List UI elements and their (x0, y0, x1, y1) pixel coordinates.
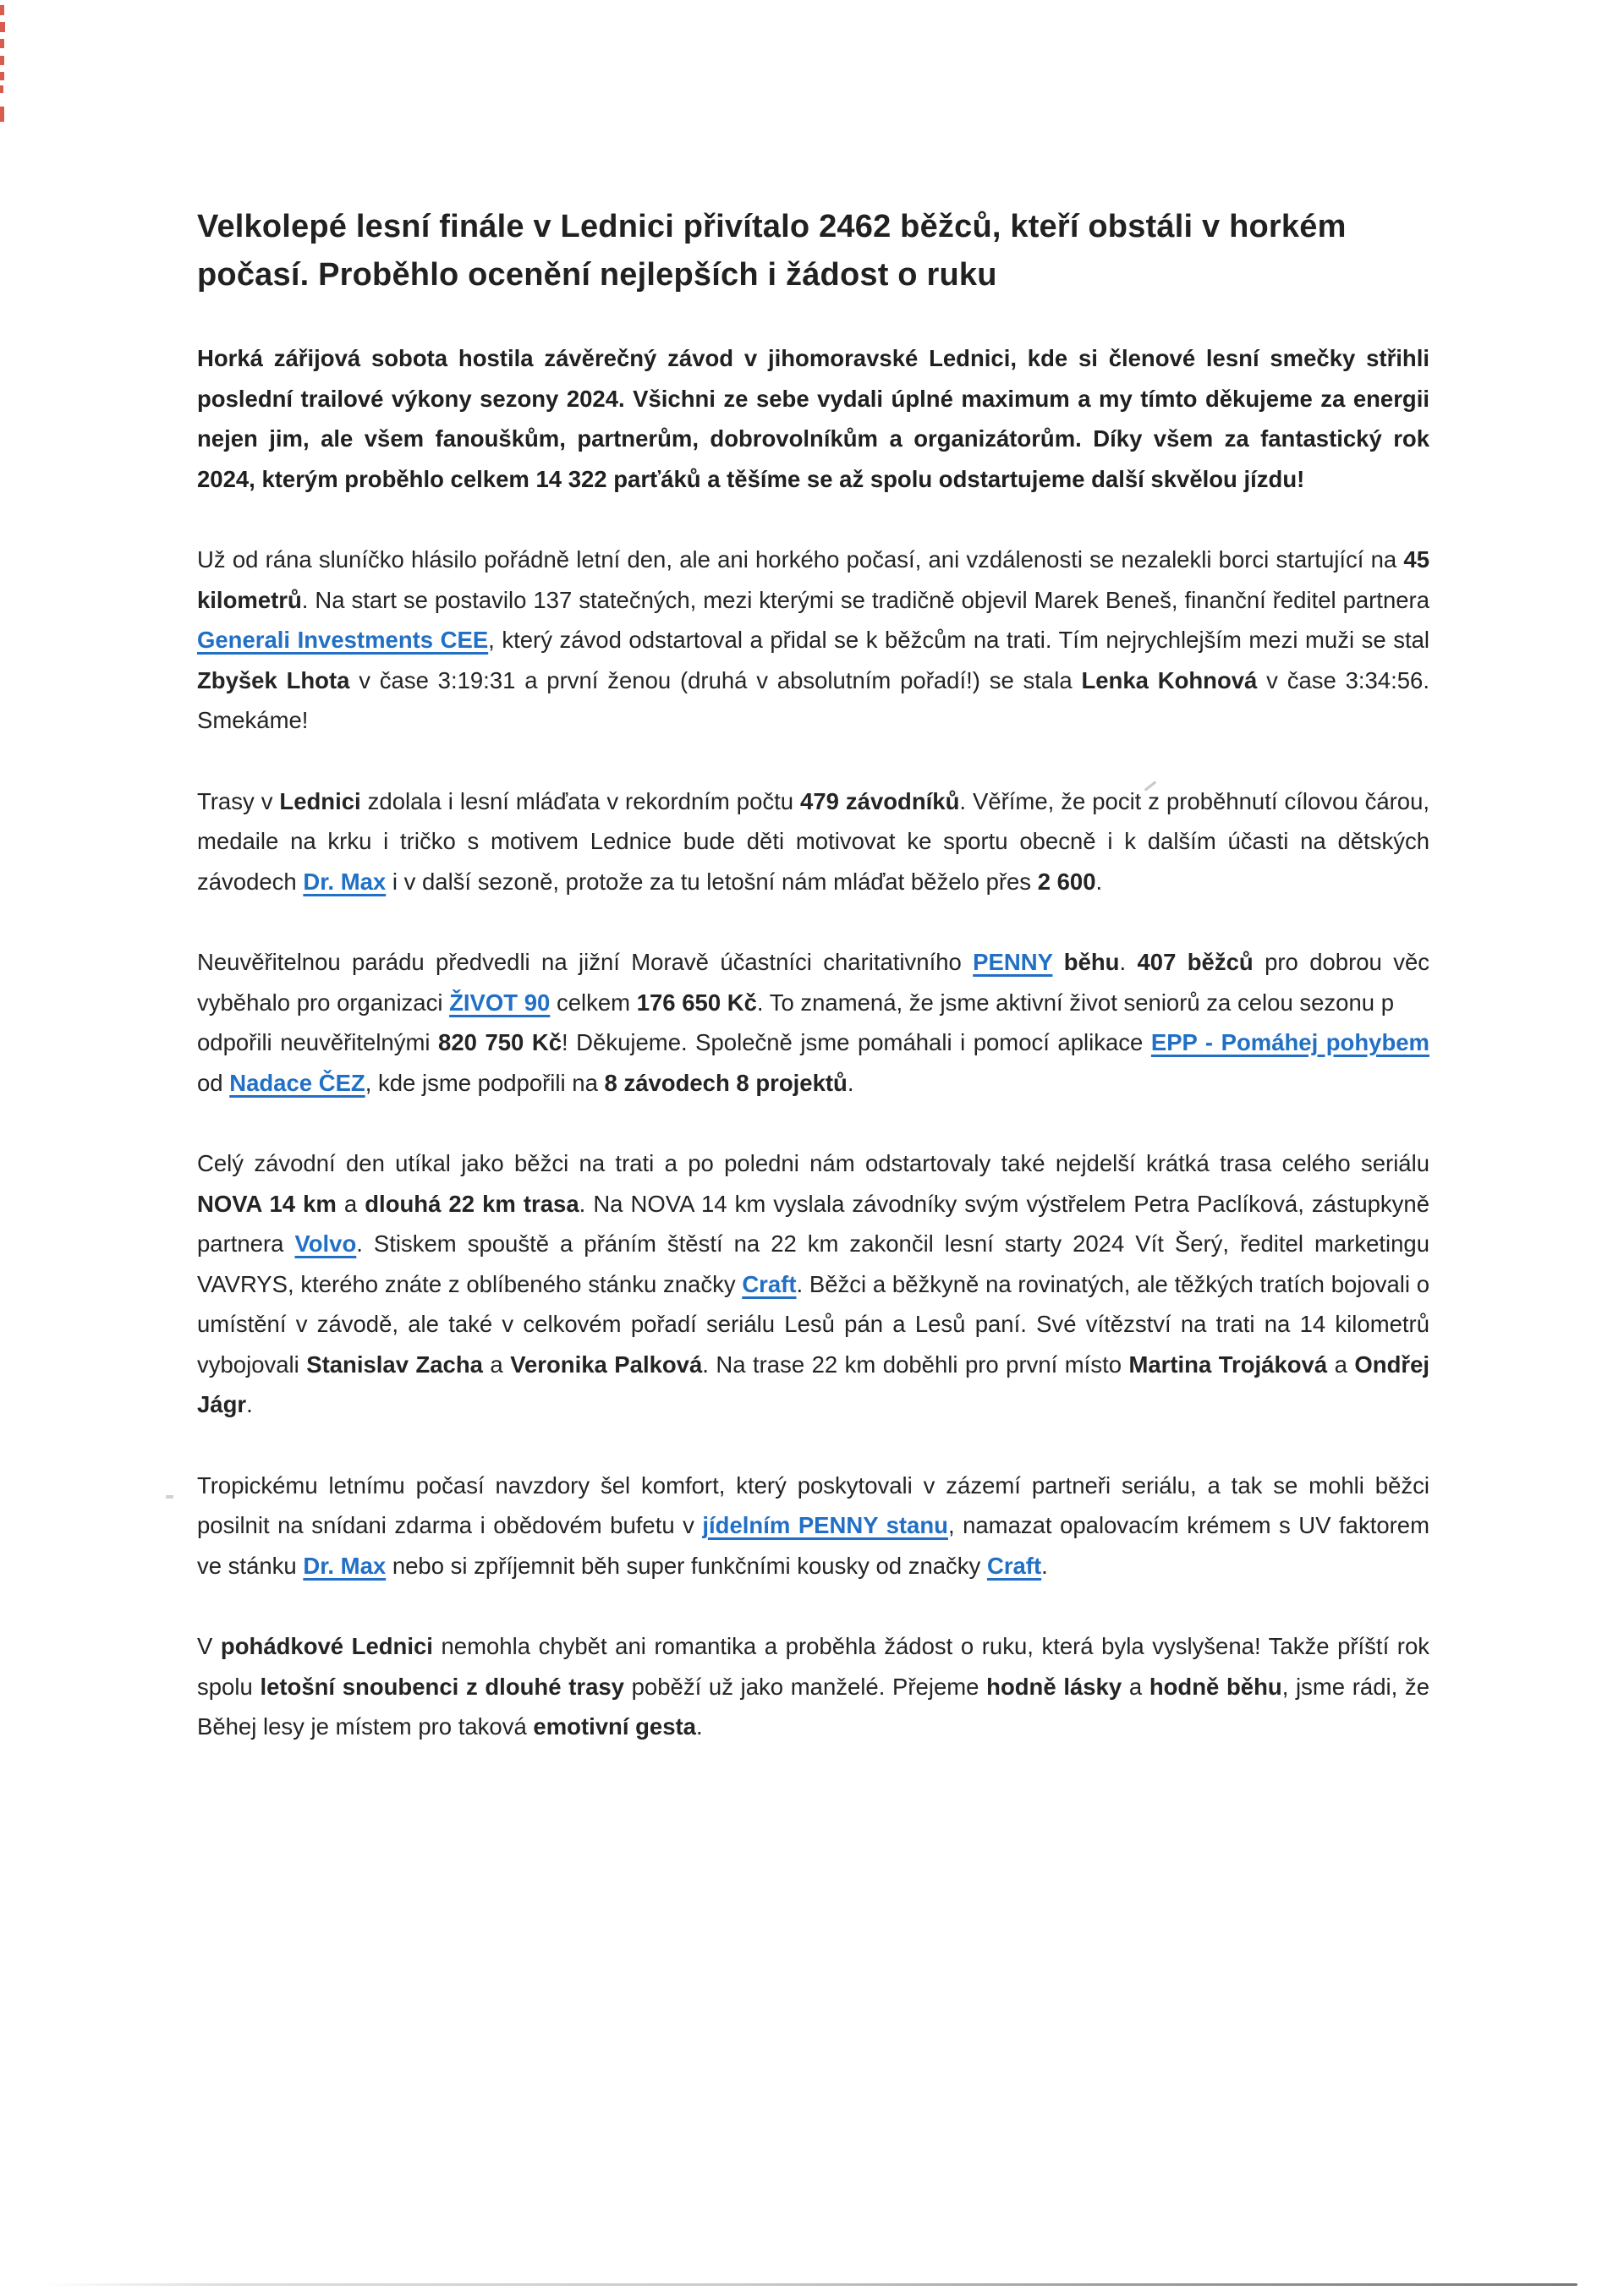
body-text: nemohla chybět ani romantika a proběhla žádost o ruku, která byla vyslyšena! Takže příští rok spolu (197, 1633, 1429, 1700)
body-text: a (1327, 1351, 1355, 1378)
body-text: . (1041, 1552, 1048, 1579)
body-text: celkem (550, 989, 637, 1016)
bold-text: běhu (1052, 949, 1120, 975)
body-text: počasí. Proběhlo ocenění nejlepších i žádost o ruku (197, 257, 997, 293)
bold-text: 407 běžců (1137, 949, 1254, 975)
bold-text: 8 závodech 8 projektů (604, 1069, 848, 1096)
paragraph-season-finale-intro (197, 338, 1429, 499)
body-text: Trasy v (197, 787, 280, 814)
body-text: od (197, 1069, 230, 1096)
body-text: pro dobrou věc vyběhalo pro organizaci (197, 949, 1429, 1016)
body-text: Celý závodní den utíkal jako běžci na trati a po poledni nám odstartovaly také nejdelší krátká trasa celého seriálu (197, 1150, 1429, 1176)
paragraph-partner-comfort (197, 1466, 1429, 1586)
body-text: , který závod odstartoval a přidal se k běžcům na trati. Tím nejrychlejším mezi muži se stal (488, 627, 1429, 653)
bold-text: emotivní gesta (533, 1713, 696, 1740)
dr-max-link-2[interactable]: Dr. Max (303, 1552, 387, 1579)
body-text: v čase 3:34:56. Smekáme! (197, 666, 1429, 733)
body-text: Už od rána sluníčko hlásilo pořádně letní den, ale ani horkého počasí, ani vzdálenosti se nezalekli borci startující na (197, 546, 1404, 573)
bold-text: 820 750 Kč (438, 1029, 562, 1055)
paragraph-marriage-proposal (197, 1626, 1429, 1747)
craft-link[interactable]: Craft (742, 1270, 797, 1297)
document-text-column (197, 0, 1429, 1747)
bold-text: Zbyšek Lhota (197, 666, 350, 693)
bold-text: 45 kilometrů (197, 546, 1429, 613)
body-text: Velkolepé lesní finále v Lednici přivítalo 2462 běžců, kteří obstáli v horkém (197, 209, 1347, 244)
bold-text: Martina Trojáková (1128, 1351, 1328, 1378)
body-text: Horká zářijová sobota hostila závěrečný závod v jihomoravské Lednici, kde si členové lesní smečky střihli poslední trailové výkony sezony 2024. Všichni ze sebe vydali úplné maximum a my tímto děkujeme za energii nejen jim, ale všem fanouškům, partnerům, dobrovolníkům a organizátorům. Díky všem za fantastický rok 2024, kterým proběhlo celkem 14 322 parťáků a těšíme se až spolu odstartujeme další skvělou jízdu! (197, 345, 1429, 492)
bold-text: pohádkové Lednici (220, 1633, 433, 1659)
scan-artifact-red-mark (0, 22, 5, 32)
nadace-cez-link[interactable]: Nadace ČEZ (229, 1069, 365, 1096)
paragraph-nova-14km-and-22km (197, 1143, 1429, 1425)
body-text: a (336, 1190, 365, 1217)
body-text: . (1095, 868, 1103, 895)
body-text: ! Děkujeme. Společně jsme pomáhali i pomocí aplikace (562, 1029, 1151, 1055)
bold-text: dlouhá 22 km trasa (365, 1190, 579, 1217)
body-text: . Běžci a běžkyně na rovinatých, ale těžkých tratích bojovali o umístění v závodě, ale také v celkovém pořadí seriálu Lesů pán a Lesů paní. Své vítězství na trati na 14 kilometrů vybojovali (197, 1270, 1430, 1378)
volvo-link[interactable]: Volvo (294, 1230, 357, 1257)
body-text: v čase 3:19:31 a první ženou (druhá v absolutním pořadí!) se stala (349, 666, 1082, 693)
body-text: . (847, 1069, 854, 1096)
body-text: nebo si zpříjemnit běh super funkčními kousky od značky (386, 1552, 987, 1579)
craft-link-2[interactable]: Craft (986, 1552, 1042, 1579)
bold-text: Stanislav Zacha (306, 1351, 483, 1378)
body-text: . Na NOVA 14 km vyslala závodníky svým výstřelem Petra Paclíková, zástupkyně partnera (197, 1190, 1430, 1257)
paragraph-charity-penny-run (197, 942, 1429, 1103)
paragraph-kids-races (197, 781, 1429, 902)
bold-text: 2 600 (1037, 868, 1096, 895)
body-text: , namazat opalovacím krémem s UV faktorem ve stánku (197, 1512, 1429, 1579)
body-text: odpořili neuvěřitelnými (197, 1029, 439, 1055)
body-text: a (1122, 1673, 1149, 1700)
zivot-90-link[interactable]: ŽIVOT 90 (449, 989, 551, 1016)
jidelni-penny-stan-link[interactable]: jídelním PENNY stanu (702, 1512, 948, 1538)
body-text: . Na trase 22 km doběhli pro první místo (702, 1351, 1129, 1378)
bold-text: 176 650 Kč (636, 989, 757, 1016)
paragraph-race-start-results (197, 540, 1429, 741)
body-text: zdolala i lesní mláďata v rekordním počtu (360, 787, 801, 814)
bold-text: Veronika Palková (510, 1351, 703, 1378)
scan-artifact-page-edge-line (42, 2283, 1577, 2286)
bold-text: Lenka Kohnová (1081, 666, 1258, 693)
dr-max-link[interactable]: Dr. Max (303, 868, 387, 895)
bold-text: Ondřej Jágr (197, 1351, 1430, 1417)
bold-text: Lednici (279, 787, 361, 814)
body-text: poběží už jako manželé. Přejeme (623, 1673, 987, 1700)
scan-artifact-red-mark (0, 107, 4, 122)
body-text: . (246, 1391, 253, 1417)
body-text: , jsme rádi, že Běhej lesy je místem pro taková (197, 1673, 1429, 1740)
body-text: V (197, 1633, 221, 1659)
page-title (197, 203, 1429, 299)
scan-artifact-red-mark (0, 39, 4, 48)
body-text: . Na start se postavilo 137 statečných, mezi kterými se tradičně objevil Marek Beneš, finanční ředitel partnera (301, 586, 1429, 613)
bold-text: letošní snoubenci z dlouhé trasy (260, 1673, 624, 1700)
bold-text: hodně lásky (986, 1673, 1122, 1700)
body-text: i v další sezoně, protože za tu letošní nám mláďat běželo přes (386, 868, 1038, 895)
generali-investments-link[interactable]: Generali Investments CEE (197, 627, 489, 653)
scan-artifact-speck (166, 1495, 173, 1499)
scan-artifact-red-mark (0, 85, 3, 93)
body-text: . (695, 1713, 703, 1740)
body-text: . To znamená, že jsme aktivní život seniorů za celou sezonu p (756, 989, 1394, 1016)
body-text: Tropickému letnímu počasí navzdory šel komfort, který poskytovali v zázemí partneři seriálu, a tak se mohli běžci posilnit na snídani zdarma i obědovém bufetu v (197, 1471, 1429, 1538)
scan-artifact-red-mark (0, 56, 4, 65)
body-text: a (482, 1351, 511, 1378)
body-text: Neuvěřitelnou parádu předvedli na jižní Moravě účastníci charitativního (197, 949, 974, 975)
body-text: . Věříme, že pocit z proběhnutí cílovou čárou, medaile na krku i tričko s motivem Lednice bude děti motivovat ke sportu obecně i k dalším účasti na dětských závodech (197, 787, 1430, 895)
scan-artifact-red-mark (0, 72, 4, 80)
scan-artifact-red-mark (0, 5, 4, 15)
body-text: . (1119, 949, 1138, 975)
bold-text: hodně běhu (1149, 1673, 1282, 1700)
epp-pomahej-pohybem-link[interactable]: EPP - Pomáhej pohybem (1150, 1029, 1429, 1055)
bold-text: NOVA 14 km (197, 1190, 337, 1217)
body-text: , kde jsme podpořili na (365, 1069, 605, 1096)
body-text: . Stiskem spouště a přáním štěstí na 22 km zakončil lesní starty 2024 Vít Šerý, ředitel marketingu VAVRYS, kterého znáte z oblíbeného stánku značky (197, 1230, 1429, 1297)
bold-text: 479 závodníků (800, 787, 960, 814)
penny-link[interactable]: PENNY (973, 949, 1053, 975)
